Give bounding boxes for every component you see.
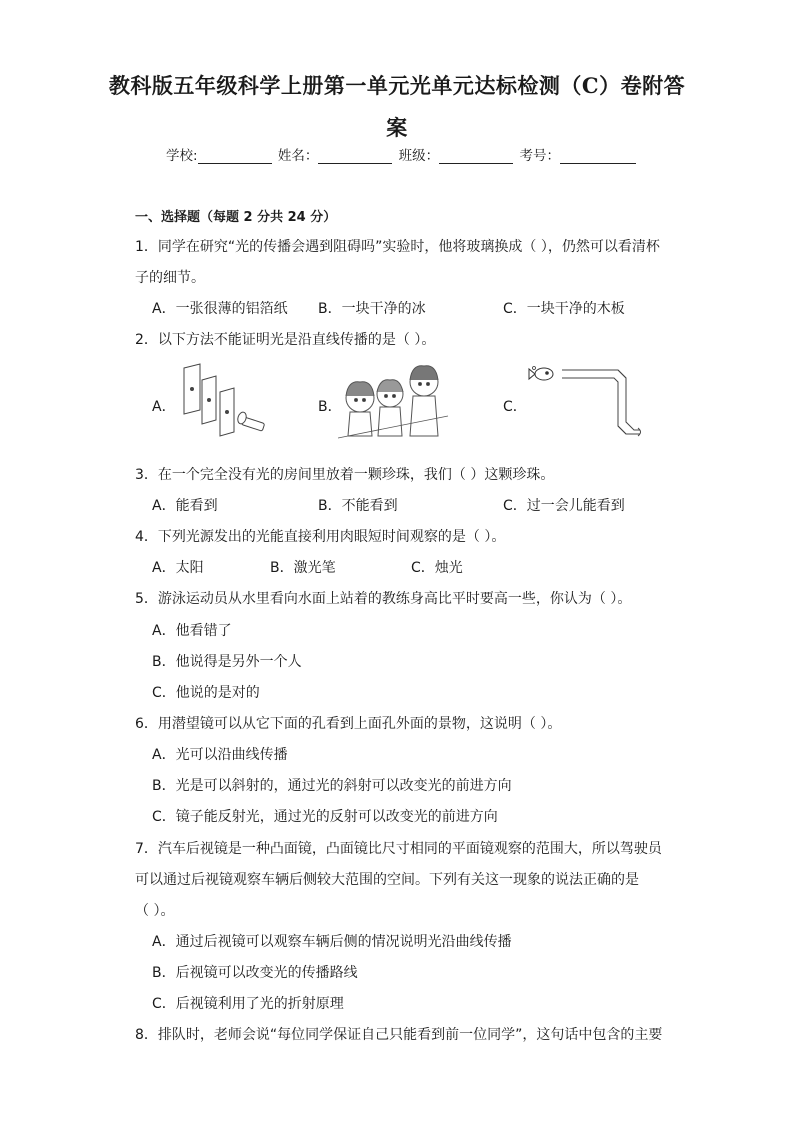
number-blank[interactable] — [560, 149, 636, 164]
q7-option-b[interactable]: B．后视镜可以改变光的传播路线 — [152, 965, 358, 981]
q5-option-c[interactable]: C．他说的是对的 — [152, 685, 260, 701]
question-6-line-1: 6．用潜望镜可以从它下面的孔看到上面孔外面的景物，这说明（ ）。 — [135, 716, 562, 732]
q1-option-a[interactable]: A．一张很薄的铝箔纸 — [152, 301, 288, 317]
number-label: 考号： — [519, 148, 560, 164]
name-label: 姓名： — [277, 148, 319, 164]
q6-option-a[interactable]: A．光可以沿曲线传播 — [152, 747, 288, 763]
question-1-line-1: 1．同学在研究“光的传播会遇到阻碍吗”实验时，他将玻璃换成（ ），仍然可以看清杯 — [135, 239, 660, 255]
q7-option-a[interactable]: A．通过后视镜可以观察车辆后侧的情况说明光沿曲线传播 — [152, 934, 512, 950]
q4-option-c[interactable]: C．烛光 — [411, 560, 463, 576]
student-info-row — [166, 144, 638, 164]
cards-flashlight-diagram — [178, 362, 278, 440]
school-label: 学校: — [166, 148, 198, 164]
question-1-line-2: 子的细节。 — [135, 270, 205, 286]
question-7-line-3: （ ）。 — [135, 903, 175, 919]
q7-option-c[interactable]: C．后视镜利用了光的折射原理 — [152, 996, 344, 1012]
q3-option-a[interactable]: A．能看到 — [152, 498, 218, 514]
class-label: 班级： — [398, 148, 440, 164]
children-queue-diagram — [338, 360, 450, 440]
q1-option-c[interactable]: C．一块干净的木板 — [503, 301, 625, 317]
name-blank[interactable] — [318, 149, 392, 164]
question-8-line-1: 8．排队时，老师会说“每位同学保证自己只能看到前一位同学”，这句话中包含的主要 — [135, 1027, 663, 1043]
q5-option-a[interactable]: A．他看错了 — [152, 623, 232, 639]
q2-option-a[interactable]: A． — [152, 399, 176, 415]
section-heading: 一、选择题（每题 2 分共 24 分） — [135, 210, 337, 225]
q5-option-b[interactable]: B．他说得是另外一个人 — [152, 654, 302, 670]
page-title-continued: 案 — [386, 115, 408, 140]
bent-tube-diagram — [526, 362, 650, 438]
page-title: 教科版五年级科学上册第一单元光单元达标检测（C）卷附答 — [108, 73, 686, 98]
question-7-line-2: 可以通过后视镜观察车辆后侧较大范围的空间。下列有关这一现象的说法正确的是 — [135, 872, 639, 888]
q3-option-b[interactable]: B．不能看到 — [318, 498, 398, 514]
question-4-line-1: 4．下列光源发出的光能直接利用肉眼短时间观察的是（ ）。 — [135, 529, 506, 545]
q1-option-b[interactable]: B．一块干净的冰 — [318, 301, 426, 317]
question-2-line-1: 2．以下方法不能证明光是沿直线传播的是（ ）。 — [135, 332, 436, 348]
class-blank[interactable] — [439, 149, 513, 164]
q6-option-b[interactable]: B．光是可以斜射的，通过光的斜射可以改变光的前进方向 — [152, 778, 512, 794]
q4-option-b[interactable]: B．激光笔 — [270, 560, 336, 576]
q4-option-a[interactable]: A．太阳 — [152, 560, 204, 576]
question-3-line-1: 3．在一个完全没有光的房间里放着一颗珍珠，我们（ ）这颗珍珠。 — [135, 467, 555, 483]
q6-option-c[interactable]: C．镜子能反射光，通过光的反射可以改变光的前进方向 — [152, 809, 498, 825]
q3-option-c[interactable]: C．过一会儿能看到 — [503, 498, 625, 514]
question-7-line-1: 7．汽车后视镜是一种凸面镜，凸面镜比尺寸相同的平面镜观察的范围大，所以驾驶员 — [135, 841, 662, 857]
q2-option-c[interactable]: C． — [503, 399, 527, 415]
question-5-line-1: 5．游泳运动员从水里看向水面上站着的教练身高比平时要高一些，你认为（ ）。 — [135, 591, 632, 607]
q2-option-b[interactable]: B． — [318, 399, 342, 415]
school-blank[interactable] — [198, 149, 272, 164]
